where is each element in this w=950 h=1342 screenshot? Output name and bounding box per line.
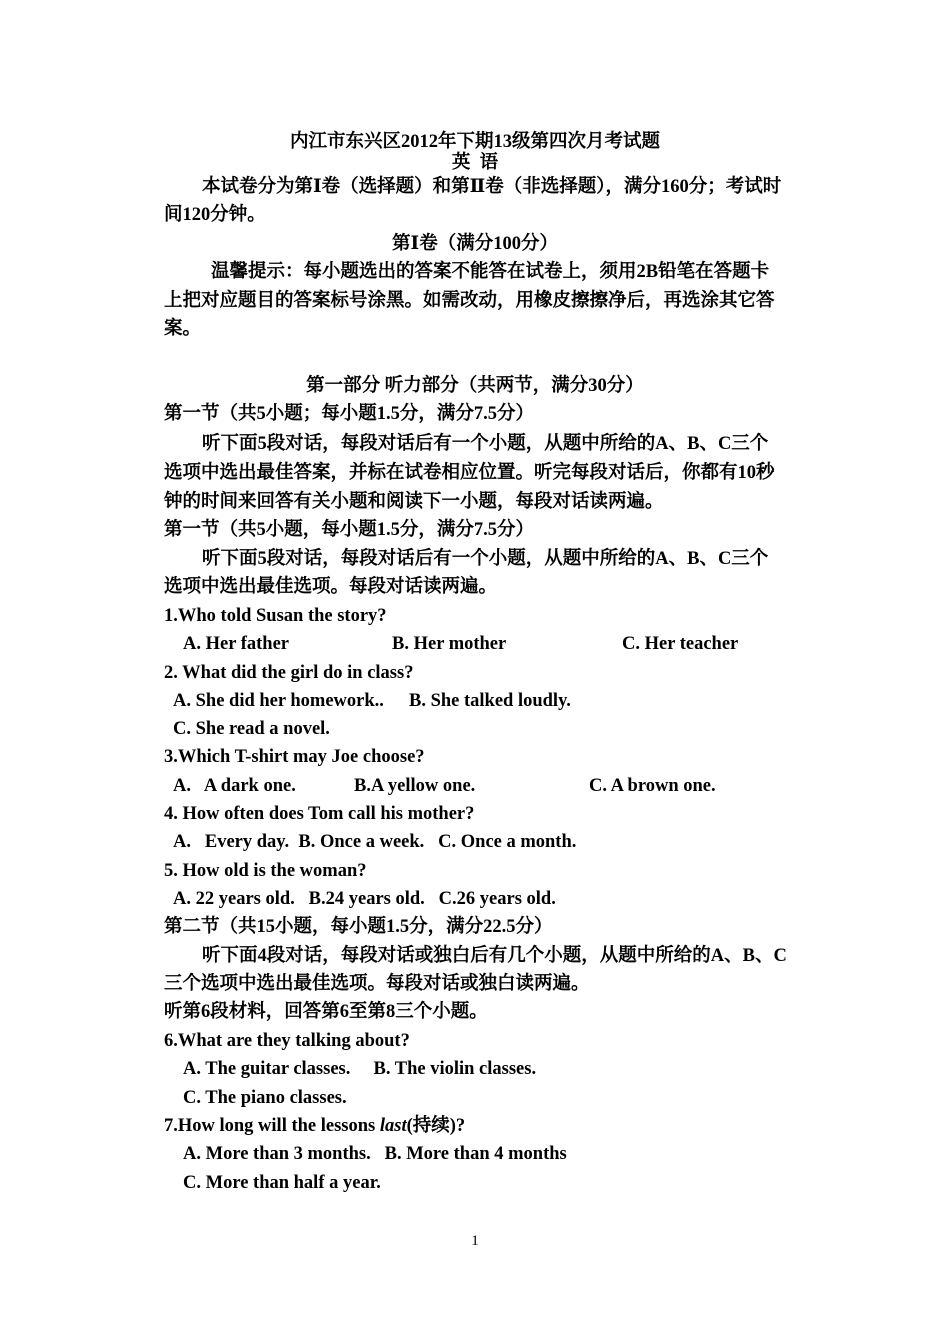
section-2-instruction-1: 听下面4段对话，每段对话或独白后有几个小题，从题中所给的A、B、C: [202, 946, 787, 966]
question-6-options-ab: A. The guitar classes. B. The violin classes.: [183, 1059, 537, 1079]
question-1-option-a: A. Her father: [183, 634, 289, 654]
question-6: 6.What are they talking about?: [164, 1031, 410, 1051]
section-1b-instruction-2: 选项中选出最佳选项。每段对话读两遍。: [164, 577, 498, 597]
material-6-note: 听第6段材料，回答第6至第8三个小题。: [164, 1002, 488, 1022]
question-5: 5. How old is the woman?: [164, 861, 367, 881]
question-7: [164, 1114, 465, 1138]
question-7-text: 7.How long will the lessons: [164, 1116, 380, 1136]
question-4-options: A. Every day. B. Once a week. C. Once a month.: [173, 832, 577, 852]
intro-line-1: 本试卷分为第Ⅰ卷（选择题）和第Ⅱ卷（非选择题），满分160分；考试时: [202, 177, 782, 197]
section-1a-instruction-2: 选项中选出最佳答案，并标在试卷相应位置。听完每段对话后，你都有10秒: [164, 463, 775, 483]
volume-1-title: 第Ⅰ卷（满分100分）: [392, 234, 558, 254]
page-number: 1: [471, 1233, 479, 1249]
question-3-option-b: B.A yellow one.: [354, 776, 476, 796]
question-2: 2. What did the girl do in class?: [164, 663, 414, 683]
question-2-option-a: A. She did her homework..: [173, 691, 384, 711]
question-1: 1.Who told Susan the story?: [164, 606, 387, 626]
exam-title: 内江市东兴区2012年下期13级第四次月考试题: [289, 132, 660, 152]
question-3-option-a: A. A dark one.: [173, 776, 296, 796]
question-2-option-b: B. She talked loudly.: [409, 691, 571, 711]
question-3-option-c: C. A brown one.: [589, 776, 716, 796]
question-1-option-b: B. Her mother: [392, 634, 507, 654]
section-1a-instruction-3: 钟的时间来回答有关小题和阅读下一小题，每段对话读两遍。: [164, 492, 664, 512]
question-7-gloss: (持续)?: [406, 1116, 466, 1136]
question-6-option-c: C. The piano classes.: [183, 1088, 347, 1108]
question-4: 4. How often does Tom call his mother?: [164, 804, 475, 824]
tip-line-1: 温馨提示：每小题选出的答案不能答在试卷上，须用2B铅笔在答题卡: [211, 262, 770, 282]
part-1-title: 第一部分 听力部分（共两节，满分30分）: [306, 376, 644, 396]
section-2-instruction-2: 三个选项中选出最佳选项。每段对话或独白读两遍。: [164, 974, 590, 994]
section-1b-instruction-1: 听下面5段对话，每段对话后有一个小题，从题中所给的A、B、C三个: [202, 549, 769, 569]
question-7-keyword: last: [379, 1116, 407, 1136]
intro-line-2: 间120分钟。: [164, 205, 266, 225]
section-1a-instruction-1: 听下面5段对话，每段对话后有一个小题，从题中所给的A、B、C三个: [202, 434, 769, 454]
section-1a-heading: 第一节（共5小题；每小题1.5分，满分7.5分）: [164, 404, 535, 424]
question-7-option-c: C. More than half a year.: [183, 1173, 381, 1193]
question-5-options: A. 22 years old. B.24 years old. C.26 years old.: [173, 889, 556, 909]
question-3: 3.Which T-shirt may Joe choose?: [164, 747, 425, 767]
section-2-heading: 第二节（共15小题，每小题1.5分，满分22.5分）: [164, 917, 553, 937]
question-7-options-ab: A. More than 3 months. B. More than 4 months: [183, 1144, 567, 1164]
question-1-option-c: C. Her teacher: [622, 634, 739, 654]
tip-line-2: 上把对应题目的答案标号涂黑。如需改动，用橡皮擦擦净后，再选涂其它答: [164, 291, 775, 311]
subject-title: 英 语: [451, 153, 499, 173]
tip-line-3: 案。: [164, 319, 202, 339]
question-2-option-c: C. She read a novel.: [173, 719, 330, 739]
section-1b-heading: 第一节（共5小题，每小题1.5分，满分7.5分）: [164, 520, 535, 540]
